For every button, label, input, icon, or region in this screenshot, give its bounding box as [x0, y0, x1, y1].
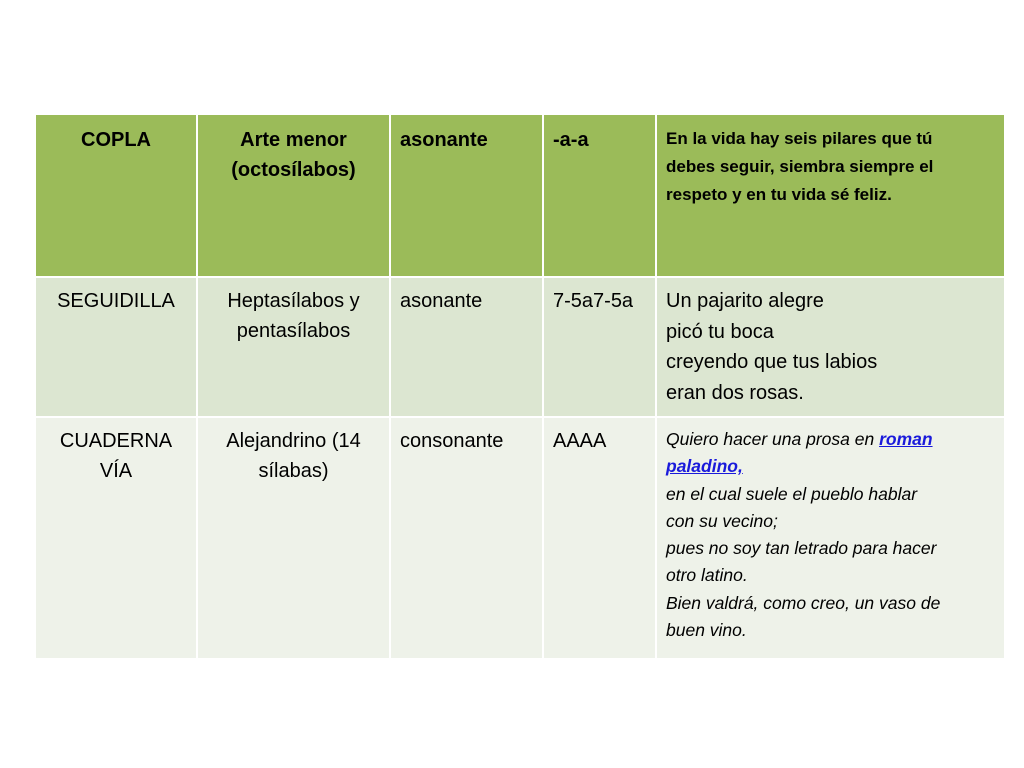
cell-metro: Heptasílabos y pentasílabos: [198, 278, 391, 418]
metro-line: Arte menor (octosílabos): [231, 129, 356, 181]
ejemplo-line: [666, 426, 995, 481]
ejemplo-pre-text: Quiero hacer una prosa en: [666, 429, 880, 449]
cell-form-name: COPLA: [36, 115, 198, 278]
cell-rima: asonante: [391, 278, 544, 418]
roman-paladino-link[interactable]: roman paladino,: [666, 429, 933, 477]
cell-ejemplo: [657, 278, 1004, 418]
cell-esquema: 7-5a7-5a: [544, 278, 657, 418]
cell-ejemplo: [657, 115, 1004, 278]
ejemplo-line: En la vida hay seis pilares que tú: [666, 129, 933, 148]
poetry-forms-table: [36, 115, 1004, 658]
ejemplo-line: pues no soy tan letrado para hacer: [666, 538, 937, 559]
cell-ejemplo: [657, 418, 1004, 658]
cell-metro: [198, 115, 391, 278]
ejemplo-line: Bien valdrá, como creo, un vaso de: [666, 592, 941, 613]
ejemplo-line: buen vino.: [666, 620, 747, 641]
ejemplo-line: en el cual suele el pueblo hablar: [666, 483, 918, 504]
ejemplo-line: respeto y en tu vida sé feliz.: [666, 185, 892, 204]
table-row-seguidilla: [36, 278, 1004, 418]
cell-rima: consonante: [391, 418, 544, 658]
ejemplo-line: con su vecino;: [666, 510, 778, 531]
ejemplo-line: creyendo que tus labios: [666, 351, 878, 373]
table-row-cuaderna-via: [36, 418, 1004, 658]
cell-esquema: -a-a: [544, 115, 657, 278]
table-row-copla: [36, 115, 1004, 278]
cell-rima: asonante: [391, 115, 544, 278]
ejemplo-line: picó tu boca: [666, 320, 774, 343]
ejemplo-line: otro latino.: [666, 565, 748, 586]
ejemplo-line: eran dos rosas.: [666, 381, 804, 404]
cell-esquema: AAAA: [544, 418, 657, 658]
cell-form-name: SEGUIDILLA: [36, 278, 198, 418]
cell-metro: Alejandrino (14 sílabas): [198, 418, 391, 658]
ejemplo-line: Un pajarito alegre: [666, 290, 824, 312]
cell-form-name: CUADERNA VÍA: [36, 418, 198, 658]
ejemplo-line: debes seguir, siembra siempre el: [666, 157, 934, 176]
